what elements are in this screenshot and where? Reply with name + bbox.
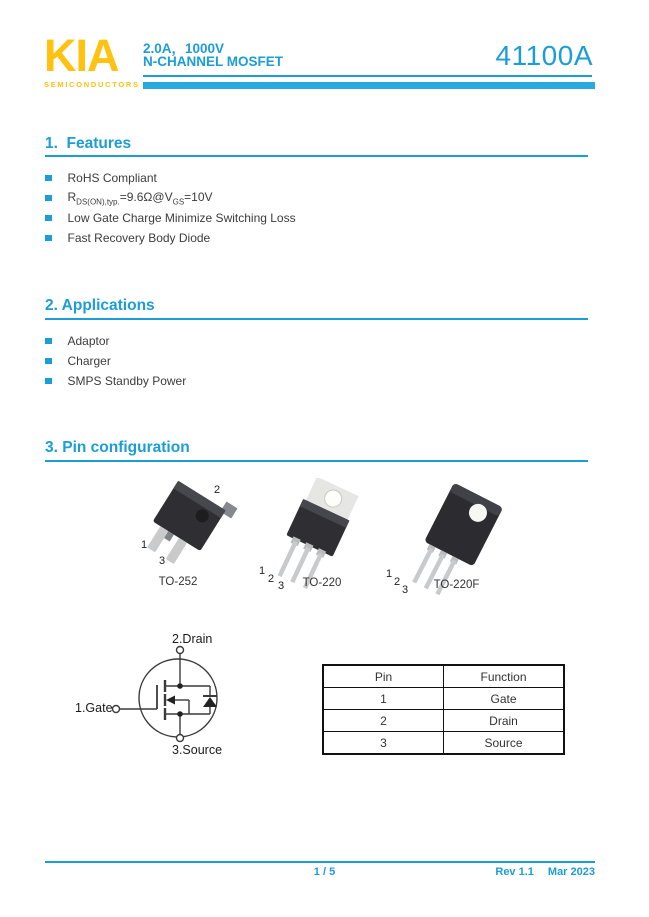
bullet-square-icon	[45, 338, 52, 345]
to220-pin2-label: 2	[268, 573, 275, 585]
pin-cell: 2	[323, 710, 444, 732]
feature-text: RoHS Compliant	[67, 171, 157, 185]
to252-pin1-label: 1	[141, 539, 148, 551]
feature-text: Fast Recovery Body Diode	[67, 231, 211, 245]
application-item	[45, 373, 186, 389]
feature-item	[45, 170, 157, 186]
to220-pin1-label: 1	[259, 565, 266, 577]
feature-text: Low Gate Charge Minimize Switching Loss	[67, 211, 296, 225]
table-row	[323, 732, 564, 755]
to252-pin2-label: 2	[214, 484, 221, 496]
feature-item	[45, 190, 213, 206]
table-row	[323, 710, 564, 732]
application-text: Adaptor	[67, 334, 110, 348]
gate-label: 1.Gate	[75, 701, 113, 715]
application-item	[45, 353, 111, 369]
application-text: SMPS Standby Power	[67, 374, 187, 388]
drain-label: 2.Drain	[172, 632, 213, 646]
bullet-square-icon	[45, 378, 52, 385]
applications-heading: 2. Applications	[45, 297, 155, 314]
to220-pin3-label: 3	[278, 580, 285, 592]
part-number: 41100A	[495, 40, 593, 71]
revision-info	[495, 866, 595, 878]
pin-configuration-rule	[45, 460, 588, 462]
function-cell: Source	[444, 732, 565, 755]
device-type: N-CHANNEL MOSFET	[143, 54, 283, 69]
function-cell: Gate	[444, 688, 565, 710]
to220f-pin2-label: 2	[394, 576, 401, 588]
footer-rule	[45, 861, 595, 863]
to252-pin3-label: 3	[159, 555, 166, 567]
revision-date: Mar 2023	[547, 866, 595, 878]
to220-package-name: TO-220	[302, 577, 342, 589]
application-text: Charger	[67, 354, 111, 368]
bullet-square-icon	[45, 175, 52, 182]
feature-text-rdson: $R_{DS(ON),typ.}=9.6\Omega@V_{GS}=10V$	[67, 189, 213, 207]
applications-rule	[45, 318, 588, 320]
pin-column-header: Pin	[323, 665, 444, 688]
to252-package-name: TO-252	[158, 576, 198, 588]
to220f-package-name: TO-220F	[433, 579, 480, 591]
feature-item	[45, 230, 210, 246]
bullet-square-icon	[45, 235, 52, 242]
header-thin-rule	[143, 75, 592, 77]
to220f-pin3-label: 3	[402, 584, 409, 596]
pin-function-table	[322, 664, 565, 755]
bullet-square-icon	[45, 195, 52, 202]
pin-cell: 1	[323, 688, 444, 710]
kia-tagline: SEMICONDUCTORS	[44, 80, 140, 89]
table-header-row	[323, 665, 564, 688]
pin-configuration-heading: 3. Pin configuration	[45, 439, 190, 456]
table-row	[323, 688, 564, 710]
function-cell: Drain	[444, 710, 565, 732]
header-thick-rule	[143, 82, 595, 89]
bullet-square-icon	[45, 358, 52, 365]
page-number: 1 / 5	[313, 866, 336, 878]
feature-item	[45, 210, 296, 226]
device-rating: 2.0A，1000V	[143, 41, 225, 56]
features-heading: 1. Features	[45, 135, 132, 152]
to252-package-image	[128, 477, 246, 573]
kia-logo: KIA	[44, 30, 119, 81]
function-column-header: Function	[444, 665, 565, 688]
features-rule	[45, 155, 588, 157]
bullet-square-icon	[45, 215, 52, 222]
mosfet-symbol	[70, 625, 285, 765]
revision-label: Rev 1.1	[495, 866, 534, 878]
to220f-pin1-label: 1	[386, 568, 393, 580]
source-label: 3.Source	[172, 743, 223, 757]
application-item	[45, 333, 110, 349]
pin-cell: 3	[323, 732, 444, 755]
